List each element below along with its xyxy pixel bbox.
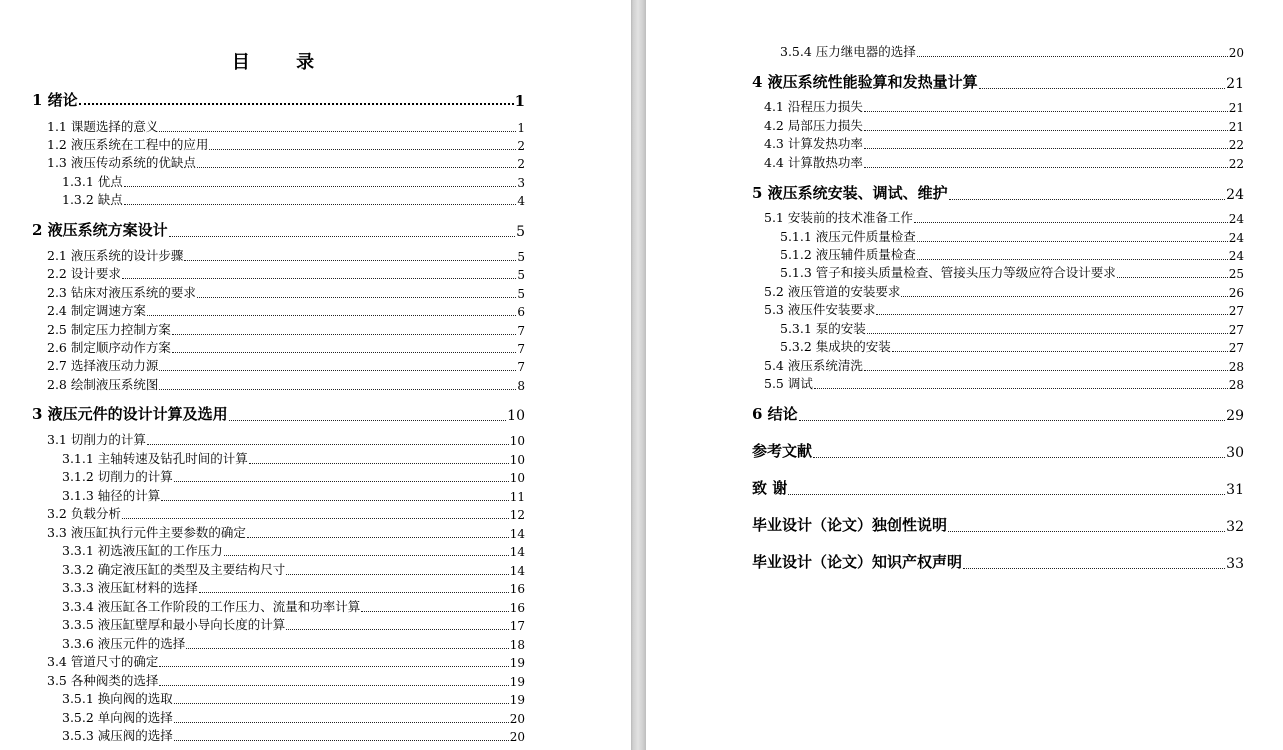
toc-dot-leader xyxy=(247,536,509,538)
toc-entry[interactable] xyxy=(764,356,1244,374)
toc-entry-page-number: 19 xyxy=(509,675,525,689)
toc-dot-leader xyxy=(813,456,1225,458)
toc-dot-leader xyxy=(361,610,508,612)
toc-entry-page-number: 14 xyxy=(509,564,525,578)
toc-entry[interactable] xyxy=(62,541,525,559)
toc-entry-label: 5.3 液压件安装要求 xyxy=(764,302,876,317)
toc-entry[interactable] xyxy=(62,560,525,578)
toc-dot-leader xyxy=(892,350,1228,352)
toc-entry[interactable] xyxy=(62,597,525,615)
toc-dot-leader xyxy=(864,147,1228,149)
toc-entry-page-number: 7 xyxy=(517,360,525,374)
toc-entry[interactable] xyxy=(780,227,1244,245)
toc-entry-page-number: 21 xyxy=(1228,120,1244,134)
toc-dot-leader xyxy=(147,443,509,445)
toc-entry[interactable] xyxy=(47,117,525,135)
toc-entry[interactable] xyxy=(764,116,1244,134)
toc-entry[interactable] xyxy=(62,172,525,190)
toc-entry-page-number: 5 xyxy=(517,250,525,264)
toc-entry[interactable] xyxy=(62,486,525,504)
toc-entry-page-number: 28 xyxy=(1228,360,1244,374)
toc-dot-leader xyxy=(159,130,516,132)
toc-entry-page-number: 8 xyxy=(517,379,525,393)
toc-entry-label: 3.2 负载分析 xyxy=(47,506,121,521)
toc-dot-leader xyxy=(948,530,1225,532)
toc-dot-leader xyxy=(917,258,1228,260)
toc-entry-page-number: 16 xyxy=(509,601,525,615)
toc-entry-label: 2.7 选择液压动力源 xyxy=(47,358,159,373)
toc-entry-page-number: 24 xyxy=(1228,212,1244,226)
toc-dot-leader xyxy=(876,313,1227,315)
toc-entry[interactable] xyxy=(47,153,525,171)
toc-entry[interactable] xyxy=(752,181,1244,203)
toc-entry-page-number: 1 xyxy=(514,92,525,110)
toc-entry-page-number: 10 xyxy=(509,453,525,467)
toc-entry-page-number: 10 xyxy=(507,408,525,424)
toc-entry-page-number: 25 xyxy=(1228,267,1244,281)
toc-entry-page-number: 20 xyxy=(509,712,525,726)
toc-entry-label: 1.2 液压系统在工程中的应用 xyxy=(47,137,209,152)
toc-title: 目 录 xyxy=(231,52,335,73)
toc-entry-label: 2.1 液压系统的设计步骤 xyxy=(47,248,184,263)
toc-dot-leader xyxy=(169,235,515,237)
toc-dot-leader xyxy=(124,203,517,205)
toc-dot-leader xyxy=(174,739,509,741)
toc-entry-page-number: 5 xyxy=(517,287,525,301)
toc-entry[interactable] xyxy=(764,153,1244,171)
toc-entry[interactable] xyxy=(47,283,525,301)
toc-entry-page-number: 18 xyxy=(509,638,525,652)
toc-entry[interactable] xyxy=(47,671,525,689)
toc-entry-label: 4.2 局部压力损失 xyxy=(764,118,863,133)
toc-entry-page-number: 12 xyxy=(509,508,525,522)
toc-entry-label: 5.3.2 集成块的安装 xyxy=(780,339,891,354)
toc-entry-label: 毕业设计（论文）知识产权声明 xyxy=(752,553,963,571)
toc-entry-page-number: 31 xyxy=(1226,482,1244,498)
toc-entry-label: 3.5.3 减压阀的选择 xyxy=(62,728,173,743)
toc-dot-leader xyxy=(864,166,1228,168)
toc-dot-leader xyxy=(249,462,509,464)
toc-entry-page-number: 30 xyxy=(1226,445,1244,461)
toc-entry[interactable] xyxy=(764,282,1244,300)
toc-dot-leader xyxy=(186,647,508,649)
toc-entry-page-number: 33 xyxy=(1226,556,1244,572)
toc-dot-leader xyxy=(184,259,516,261)
toc-dot-leader xyxy=(963,567,1225,569)
toc-entry-label: 3.1 切削力的计算 xyxy=(47,432,146,447)
toc-entry-page-number: 20 xyxy=(1228,46,1244,60)
toc-entry[interactable] xyxy=(764,134,1244,152)
toc-entry-label: 2.8 绘制液压系统图 xyxy=(47,377,159,392)
toc-entry-label: 3.5.2 单向阀的选择 xyxy=(62,710,173,725)
toc-entry-label: 2.3 钻床对液压系统的要求 xyxy=(47,285,196,300)
toc-entry-label: 5.1.1 液压元件质量检查 xyxy=(780,229,916,244)
toc-entry[interactable] xyxy=(47,375,525,393)
toc-entry-page-number: 17 xyxy=(509,619,525,633)
toc-dot-leader xyxy=(814,387,1228,389)
toc-entry[interactable] xyxy=(780,42,1244,60)
toc-dot-leader xyxy=(229,419,507,421)
toc-entry-page-number: 26 xyxy=(1228,286,1244,300)
toc-entry-label: 4.3 计算发热功率 xyxy=(764,136,863,151)
toc-entry[interactable] xyxy=(32,218,525,240)
toc-entry-page-number: 4 xyxy=(517,194,525,208)
page-gutter xyxy=(631,0,646,750)
toc-entry-page-number: 10 xyxy=(509,471,525,485)
toc-entry-page-number: 27 xyxy=(1228,323,1244,337)
toc-entry[interactable] xyxy=(780,245,1244,263)
toc-entry[interactable] xyxy=(62,726,525,744)
toc-dot-leader xyxy=(799,419,1226,421)
toc-entry-page-number: 14 xyxy=(509,527,525,541)
toc-entry[interactable] xyxy=(47,301,525,319)
toc-dot-leader xyxy=(864,369,1228,371)
toc-entry-label: 3.3.6 液压元件的选择 xyxy=(62,636,186,651)
toc-entry-page-number: 22 xyxy=(1228,157,1244,171)
toc-entry-label: 4 液压系统性能验算和发热量计算 xyxy=(752,73,978,91)
toc-entry[interactable] xyxy=(62,578,525,596)
toc-dot-leader xyxy=(174,480,509,482)
toc-entry[interactable] xyxy=(32,88,525,110)
toc-entry-label: 致 谢 xyxy=(752,479,788,497)
toc-entry-page-number: 24 xyxy=(1226,187,1244,203)
toc-dot-leader xyxy=(867,332,1228,334)
toc-dot-leader xyxy=(901,295,1227,297)
toc-entry[interactable] xyxy=(47,246,525,264)
toc-list-left xyxy=(0,0,631,750)
toc-entry-label: 6 结论 xyxy=(752,405,798,423)
toc-entry-page-number: 24 xyxy=(1228,231,1244,245)
toc-entry-page-number: 11 xyxy=(509,490,525,504)
toc-entry[interactable] xyxy=(47,523,525,541)
toc-entry-page-number: 7 xyxy=(517,324,525,338)
toc-entry[interactable] xyxy=(32,402,525,424)
toc-entry-label: 2.4 制定调速方案 xyxy=(47,303,146,318)
toc-dot-leader xyxy=(147,314,517,316)
toc-list-right xyxy=(646,0,1283,750)
toc-entry[interactable] xyxy=(62,467,525,485)
toc-entry-label: 3.1.3 轴径的计算 xyxy=(62,488,161,503)
toc-entry-page-number: 21 xyxy=(1226,76,1244,92)
toc-entry-page-number: 2 xyxy=(517,139,525,153)
toc-entry-label: 5.1.2 液压辅件质量检查 xyxy=(780,247,916,262)
toc-entry[interactable] xyxy=(764,208,1244,226)
toc-entry-page-number: 5 xyxy=(517,268,525,282)
toc-entry-label: 5 液压系统安装、调试、维护 xyxy=(752,184,948,202)
toc-entry-page-number: 21 xyxy=(1228,101,1244,115)
toc-entry-page-number: 27 xyxy=(1228,341,1244,355)
toc-entry-page-number: 27 xyxy=(1228,304,1244,318)
toc-dot-leader xyxy=(864,129,1228,131)
toc-dot-leader xyxy=(788,493,1225,495)
toc-entry-label: 1 绪论 xyxy=(32,91,78,109)
toc-entry[interactable] xyxy=(62,615,525,633)
toc-dot-leader xyxy=(949,198,1226,200)
toc-entry[interactable] xyxy=(752,476,1244,498)
toc-dot-leader xyxy=(122,277,517,279)
toc-entry[interactable] xyxy=(62,689,525,707)
toc-entry-label: 3.5.1 换向阀的选取 xyxy=(62,691,173,706)
toc-entry[interactable] xyxy=(47,320,525,338)
toc-entry[interactable] xyxy=(752,70,1244,92)
toc-entry[interactable] xyxy=(780,319,1244,337)
toc-dot-leader xyxy=(1117,276,1228,278)
toc-entry-page-number: 19 xyxy=(509,656,525,670)
toc-entry-label: 3.3.4 液压缸各工作阶段的工作压力、流量和功率计算 xyxy=(62,599,361,614)
toc-entry-label: 3 液压元件的设计计算及选用 xyxy=(32,405,228,423)
toc-entry[interactable] xyxy=(780,263,1244,281)
toc-entry-label: 1.3.1 优点 xyxy=(62,174,123,189)
toc-dot-leader xyxy=(172,351,517,353)
toc-entry-page-number: 16 xyxy=(509,582,525,596)
toc-entry-label: 3.3.3 液压缸材料的选择 xyxy=(62,580,198,595)
toc-entry-page-number: 32 xyxy=(1226,519,1244,535)
toc-dot-leader xyxy=(197,166,517,168)
toc-entry-page-number: 10 xyxy=(509,434,525,448)
toc-entry-page-number: 22 xyxy=(1228,138,1244,152)
toc-entry-label: 3.5.4 压力继电器的选择 xyxy=(780,44,916,59)
toc-entry[interactable] xyxy=(752,402,1244,424)
toc-entry[interactable] xyxy=(764,300,1244,318)
toc-entry[interactable] xyxy=(47,356,525,374)
toc-entry-label: 5.4 液压系统清洗 xyxy=(764,358,863,373)
toc-entry[interactable] xyxy=(47,135,525,153)
toc-dot-leader xyxy=(159,665,508,667)
toc-dot-leader xyxy=(122,517,509,519)
toc-dot-leader xyxy=(979,87,1226,89)
toc-entry-label: 4.4 计算散热功率 xyxy=(764,155,863,170)
toc-dot-leader xyxy=(174,721,509,723)
toc-entry[interactable] xyxy=(62,708,525,726)
toc-entry[interactable] xyxy=(62,634,525,652)
toc-dot-leader xyxy=(159,684,508,686)
toc-entry[interactable] xyxy=(47,504,525,522)
toc-entry-label: 5.1.3 管子和接头质量检查、管接头压力等级应符合设计要求 xyxy=(780,265,1116,280)
toc-entry-label: 1.1 课题选择的意义 xyxy=(47,119,159,134)
toc-entry-page-number: 7 xyxy=(517,342,525,356)
toc-entry-label: 4.1 沿程压力损失 xyxy=(764,99,863,114)
toc-dot-leader xyxy=(917,240,1228,242)
toc-entry-label: 3.3 液压缸执行元件主要参数的确定 xyxy=(47,525,246,540)
toc-entry-page-number: 2 xyxy=(517,157,525,171)
toc-dot-leader xyxy=(172,333,517,335)
toc-entry-page-number: 28 xyxy=(1228,378,1244,392)
toc-entry-label: 2.2 设计要求 xyxy=(47,266,121,281)
toc-entry[interactable] xyxy=(752,550,1244,572)
toc-entry-label: 1.3.2 缺点 xyxy=(62,192,123,207)
toc-entry[interactable] xyxy=(62,190,525,208)
toc-entry-label: 2.5 制定压力控制方案 xyxy=(47,322,171,337)
toc-entry-label: 3.3.5 液压缸壁厚和最小导向长度的计算 xyxy=(62,617,286,632)
toc-entry-page-number: 14 xyxy=(509,545,525,559)
toc-entry-label: 参考文献 xyxy=(752,442,813,460)
toc-dot-leader xyxy=(79,102,514,105)
toc-entry-page-number: 3 xyxy=(517,176,525,190)
toc-dot-leader xyxy=(174,702,509,704)
toc-dot-leader xyxy=(161,499,508,501)
toc-entry-label: 5.2 液压管道的安装要求 xyxy=(764,284,901,299)
toc-entry-label: 3.3.2 确定液压缸的类型及主要结构尺寸 xyxy=(62,562,286,577)
toc-entry-label: 3.5 各种阀类的选择 xyxy=(47,673,159,688)
toc-entry-page-number: 6 xyxy=(517,305,525,319)
toc-entry-label: 5.1 安装前的技术准备工作 xyxy=(764,210,913,225)
toc-entry-page-number: 5 xyxy=(516,224,525,240)
toc-entry[interactable] xyxy=(47,430,525,448)
toc-entry-label: 5.3.1 泵的安装 xyxy=(780,321,866,336)
toc-entry-label: 2.6 制定顺序动作方案 xyxy=(47,340,171,355)
toc-dot-leader xyxy=(914,221,1228,223)
toc-dot-leader xyxy=(197,296,517,298)
toc-entry-page-number: 20 xyxy=(509,730,525,744)
toc-entry-page-number: 19 xyxy=(509,693,525,707)
toc-dot-leader xyxy=(199,591,509,593)
toc-entry-page-number: 1 xyxy=(517,121,525,135)
toc-dot-leader xyxy=(224,554,509,556)
toc-entry[interactable] xyxy=(764,97,1244,115)
toc-entry-label: 2 液压系统方案设计 xyxy=(32,221,168,239)
toc-entry-page-number: 24 xyxy=(1228,249,1244,263)
toc-dot-leader xyxy=(209,148,516,150)
toc-entry[interactable] xyxy=(47,264,525,282)
toc-entry-page-number: 29 xyxy=(1226,408,1244,424)
toc-entry[interactable] xyxy=(47,338,525,356)
toc-entry-label: 3.1.2 切削力的计算 xyxy=(62,469,173,484)
toc-entry-label: 5.5 调试 xyxy=(764,376,813,391)
toc-dot-leader xyxy=(124,185,517,187)
toc-dot-leader xyxy=(286,628,508,630)
toc-entry-label: 3.3.1 初选液压缸的工作压力 xyxy=(62,543,223,558)
toc-entry[interactable] xyxy=(764,374,1244,392)
toc-dot-leader xyxy=(159,388,516,390)
toc-entry[interactable] xyxy=(752,439,1244,461)
toc-page-left xyxy=(0,0,631,750)
toc-dot-leader xyxy=(864,110,1228,112)
toc-entry-label: 毕业设计（论文）独创性说明 xyxy=(752,516,948,534)
toc-dot-leader xyxy=(917,55,1228,57)
toc-entry[interactable] xyxy=(752,513,1244,535)
toc-entry-label: 3.4 管道尺寸的确定 xyxy=(47,654,159,669)
toc-entry-label: 3.1.1 主轴转速及钻孔时间的计算 xyxy=(62,451,248,466)
toc-entry[interactable] xyxy=(47,652,525,670)
toc-page-right xyxy=(646,0,1283,750)
toc-dot-leader xyxy=(159,369,516,371)
toc-dot-leader xyxy=(286,573,508,575)
toc-entry[interactable] xyxy=(62,449,525,467)
toc-entry[interactable] xyxy=(780,337,1244,355)
toc-entry-label: 1.3 液压传动系统的优缺点 xyxy=(47,155,196,170)
